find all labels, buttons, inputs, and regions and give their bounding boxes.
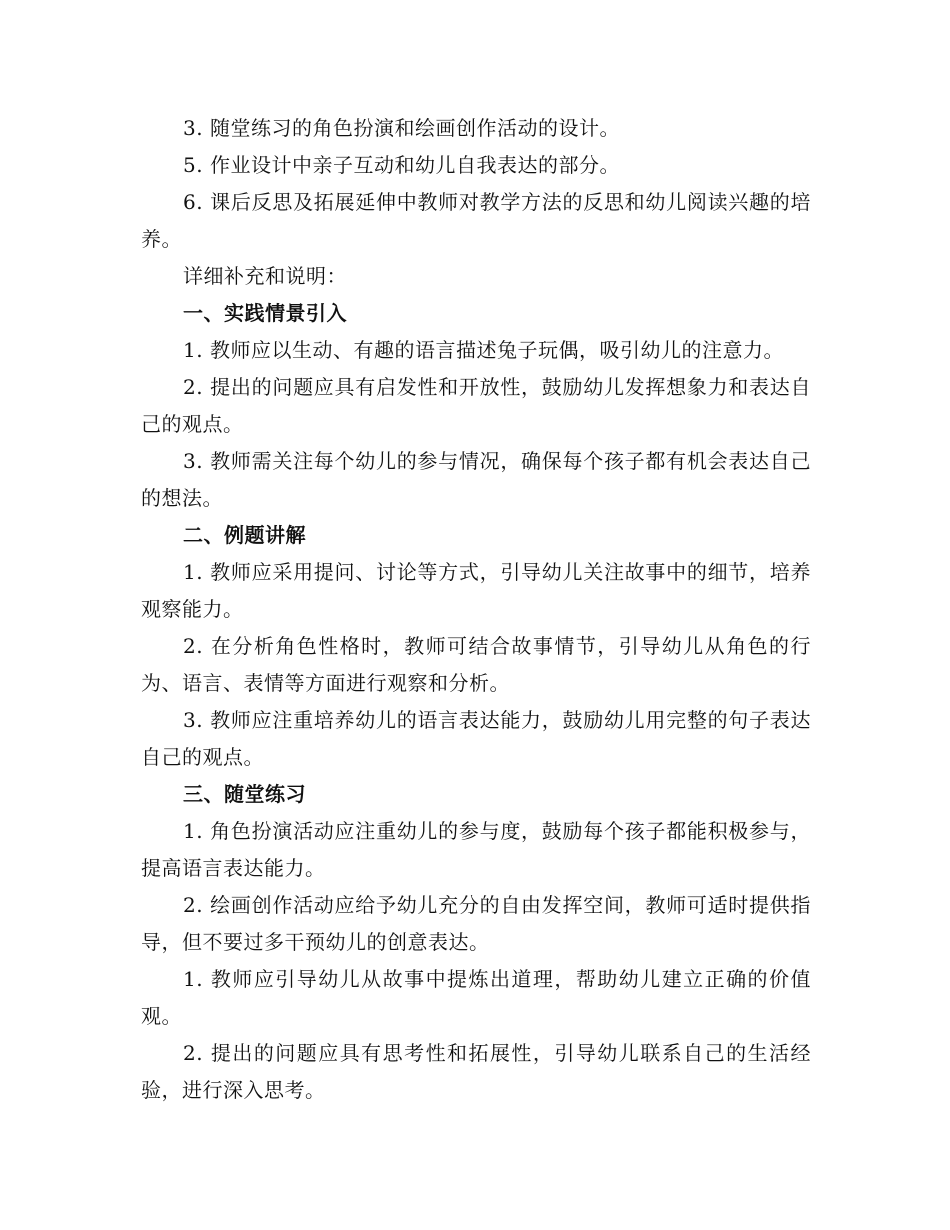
section-heading: 三、随堂练习	[183, 782, 306, 806]
section-intro: 详细补充和说明：	[183, 264, 347, 288]
list-item: 3. 教师需关注每个幼儿的参与情况，确保每个孩子都有机会表达自己的想法。	[141, 449, 811, 510]
section-heading: 一、实践情景引入	[183, 301, 347, 325]
list-item: 2. 提出的问题应具有启发性和开放性，鼓励幼儿发挥想象力和表达自己的观点。	[141, 375, 811, 436]
section-heading: 二、例题讲解	[183, 523, 306, 547]
list-item: 2. 绘画创作活动应给予幼儿充分的自由发挥空间，教师可适时提供指导，但不要过多干预幼儿的创意表达。	[141, 893, 811, 954]
list-item: 1. 角色扮演活动应注重幼儿的参与度，鼓励每个孩子都能积极参与，提高语言表达能力。	[141, 819, 811, 880]
list-item: 1. 教师应以生动、有趣的语言描述兔子玩偶，吸引幼儿的注意力。	[183, 338, 784, 362]
list-item: 3. 随堂练习的角色扮演和绘画创作活动的设计。	[183, 116, 620, 140]
list-item: 5. 作业设计中亲子互动和幼儿自我表达的部分。	[183, 153, 620, 177]
list-item: 1. 教师应引导幼儿从故事中提炼出道理，帮助幼儿建立正确的价值观。	[141, 967, 811, 1028]
document-body	[141, 110, 811, 1109]
list-item: 3. 教师应注重培养幼儿的语言表达能力，鼓励幼儿用完整的句子表达自己的观点。	[141, 708, 811, 769]
list-item: 1. 教师应采用提问、讨论等方式，引导幼儿关注故事中的细节，培养观察能力。	[141, 560, 811, 621]
list-item: 6. 课后反思及拓展延伸中教师对教学方法的反思和幼儿阅读兴趣的培养。	[141, 190, 811, 251]
list-item: 2. 在分析角色性格时，教师可结合故事情节，引导幼儿从角色的行为、语言、表情等方面进行观察和分析。	[141, 634, 811, 695]
list-item: 2. 提出的问题应具有思考性和拓展性，引导幼儿联系自己的生活经验，进行深入思考。	[141, 1041, 811, 1102]
